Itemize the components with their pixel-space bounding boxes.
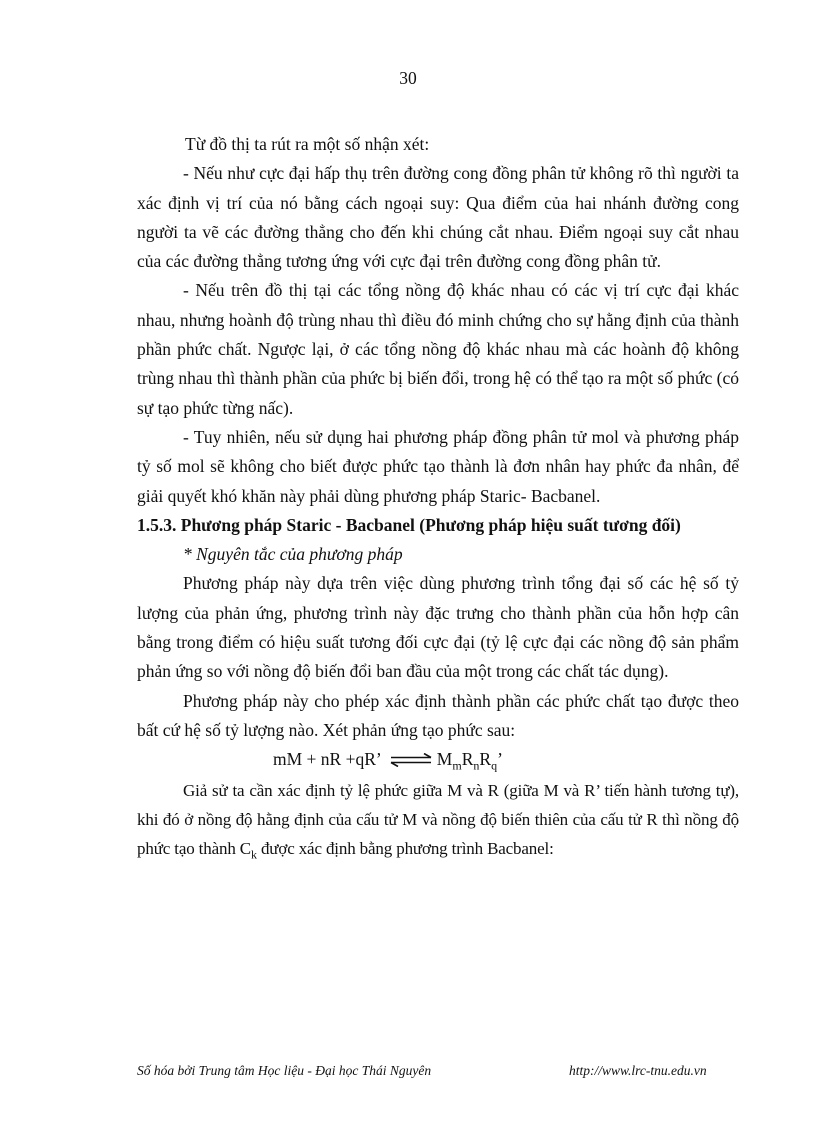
section-subheading: * Nguyên tắc của phương pháp (183, 544, 403, 565)
footer-url: http://www.lrc-tnu.edu.vn (569, 1063, 707, 1078)
document-body (137, 130, 739, 864)
page-number: 30 (399, 68, 417, 88)
reaction-equation (137, 745, 739, 776)
section-heading: 1.5.3. Phương pháp Staric - Bacbanel (Phương pháp hiệu suất tương đối) (137, 514, 681, 535)
paragraph-extrapolation: - Nếu như cực đại hấp thụ trên đường cong đồng phân tử không rõ thì người ta xác định vị trí của nó bằng cách ngoại suy: Qua điểm của hai nhánh đường cong người ta vẽ các đường thẳng cho đến khi chúng cắt nhau. Điểm ngoại suy cắt nhau của các đường thẳng tương ứng với cực đại trên đường cong đồng phân tử. (137, 163, 739, 272)
paragraph-intro: Từ đồ thị ta rút ra một số nhận xét: (185, 134, 430, 154)
equation-lhs: mM + nR +qR’ (273, 749, 381, 770)
equation-rhs: $M_mR_nR_q$’ (436, 749, 503, 773)
equilibrium-arrow-icon (389, 747, 433, 776)
paragraph-principle: Phương pháp này dựa trên việc dùng phương trình tổng đại số các hệ số tỷ lượng của phản ứng, phương trình này đặc trưng cho thành phần của hỗn hợp cân bằng trong điểm có hiệu suất tương đối cực đại (tỷ lệ cực đại các nồng độ sản phẩm phản ứng so với nồng độ biến đổi ban đầu của một trong các chất tác dụng). (137, 573, 739, 682)
paragraph-concentration: - Nếu trên đồ thị tại các tổng nồng độ khác nhau có các vị trí cực đại khác nhau, nhưng hoành độ trùng nhau thì điều đó minh chứng cho sự hằng định của thành phần phức chất. Ngược lại, ở các tổng nồng độ khác nhau mà các hoành độ không trùng nhau thì thành phần của phức bị biến đổi, trong hệ có thể tạo ra một số phức (có sự tạo phức từng nấc). (137, 280, 739, 418)
paragraph-limitation: - Tuy nhiên, nếu sử dụng hai phương pháp đồng phân tử mol và phương pháp tỷ số mol sẽ không cho biết được phức tạo thành là đơn nhân hay phức đa nhân, để giải quyết khó khăn này phải dùng phương pháp Staric- Bacbanel. (137, 426, 739, 506)
paragraph-method: Phương pháp này cho phép xác định thành phần các phức chất tạo được theo bất cứ hệ số tỷ lượng nào. Xét phản ứng tạo phức sau: (137, 690, 739, 740)
paragraph-bacbanel: Giả sử ta cần xác định tỷ lệ phức giữa M và R (giữa M và R’ tiến hành tương tự), khi đó ở nồng độ hằng định của cấu tử M và nồng độ biến thiên của cấu tử R thì nồng độ phức tạo thành $C_k$ được xác định bằng phương trình Bacbanel: (137, 780, 739, 862)
footer-source: Số hóa bởi Trung tâm Học liệu - Đại học Thái Nguyên (137, 1063, 432, 1078)
